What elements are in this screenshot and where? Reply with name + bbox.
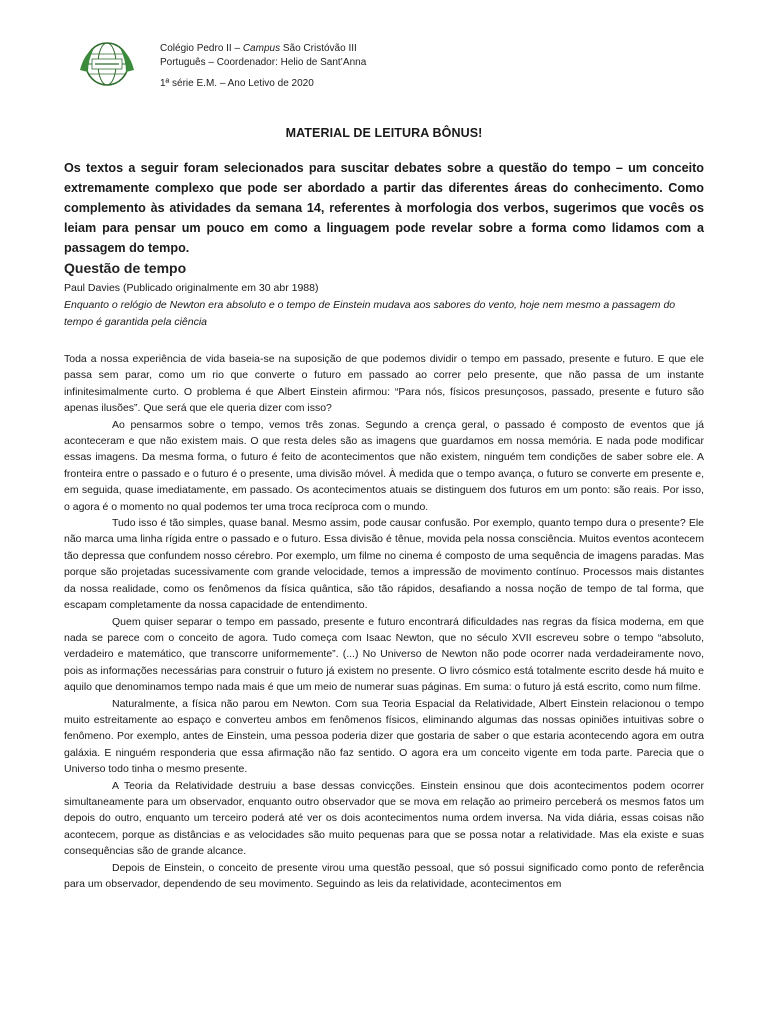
header-campus-name: São Cristóvão III bbox=[280, 43, 357, 54]
article bbox=[64, 260, 704, 892]
article-paragraph: Toda a nossa experiência de vida baseia-se na suposição de que podemos dividir o tempo em passado, presente e futuro. E que ele passa sem parar, como um rio que converte o futuro em passado ao correr pelo presente, que não passa de um instante infinitesimalmente curto. O problema é que Albert Einstein afirmou: “Para nós, físicos presunçosos, passado, presente e futuro são apenas ilusões”. Que será que ele queria dizer com isso? bbox=[64, 353, 704, 415]
article-paragraph: Depois de Einstein, o conceito de presente virou uma questão pessoal, que só possui significado como ponto de referência para um observador, dependendo de seu movimento. Seguindo as leis da relatividade, acontecimentos em bbox=[64, 861, 704, 890]
header-school-name: Colégio Pedro II – bbox=[160, 43, 243, 54]
school-header bbox=[64, 36, 664, 96]
school-seal-logo bbox=[76, 40, 138, 88]
article-title: Questão de tempo bbox=[64, 260, 187, 276]
article-paragraph: Quem quiser separar o tempo em passado, presente e futuro encontrará dificuldades nas regras da física moderna, em que nada se parece com o conceito de agora. Tudo começa com Isaac Newton, que no século XVII escreveu sobre o tempo “absoluto, verdadeiro e matemático, que transcorre uniformemente”. (...) No Universo de Newton não pode ocorrer nada verdadeiramente novo, pois as informações necessárias para construir o futuro já existem no presente. O livro cósmico está totalmente escrito desde há muito e aquilo que denominamos tempo nada mais é que um meio de numerar suas páginas. Em suma: o futuro já está escrito, como num filme. bbox=[64, 615, 704, 694]
intro-paragraph: Os textos a seguir foram selecionados para suscitar debates sobre a questão do tempo – um conceito extremamente complexo que pode ser abordado a partir das diferentes áreas do conhecimento. Como complemento às atividades da semana 14, referentes à morfologia dos verbos, sugerimos que vocês os leiam para pensar um pouco em como a linguagem pode revelar sobre a forma como lidamos com a passagem do tempo. bbox=[64, 161, 704, 255]
header-line-coordinator: Português – Coordenador: Helio de Sant’Anna bbox=[160, 56, 367, 68]
article-author: Paul Davies (Publicado originalmente em 30 abr 1988) bbox=[64, 282, 319, 294]
article-subtitle: Enquanto o relógio de Newton era absoluto e o tempo de Einstein mudava aos sabores do vento, hoje nem mesmo a passagem do tempo é garantida pela ciência bbox=[64, 299, 676, 328]
article-paragraph: Ao pensarmos sobre o tempo, vemos três zonas. Segundo a crença geral, o passado é composto de eventos que já aconteceram e que não existem mais. O que resta deles são as imagens que guardamos em nossa memória. E nada pode modificar essas imagens. Da mesma forma, o futuro é feito de acontecimentos que não existem, ninguém tem condições de saber sobre ele. A fronteira entre o passado e o futuro é o presente, uma divisão móvel. À medida que o tempo avança, o futuro se converte em presente e, em seguida, quase imediatamente, em passado. Os acontecimentos atuais se distinguem dos futuros em um ponto: são reais. Por isso, o agora é o momento no qual podemos ter uma troca recíproca com o mundo. bbox=[64, 418, 704, 513]
article-paragraph: A Teoria da Relatividade destruiu a base dessas convicções. Einstein ensinou que dois acontecimentos podem ocorrer simultaneamente para um observador, enquanto outro observador que se mova em relação ao primeiro perceberá os mesmos fatos um depois do outro, enquanto um terceiro poderá até ver os dois acontecimentos numa ordem inversa. Na vida diária, essas coisas não acontecem, porque as distâncias e as velocidades são muito pequenas para que se possa notar a relatividade. Mas ela existe e suas consequências são de grande alcance. bbox=[64, 779, 704, 858]
header-line-school bbox=[160, 42, 366, 56]
header-text bbox=[160, 42, 366, 91]
header-campus-word: Campus bbox=[242, 43, 281, 54]
document-title: MATERIAL DE LEITURA BÔNUS! bbox=[285, 126, 483, 140]
article-paragraph: Naturalmente, a física não parou em Newton. Com sua Teoria Espacial da Relatividade, Albert Einstein relacionou o tempo muito estreitamente ao espaço e converteu ambos em fenômenos físicos, eliminando algumas das nossas opiniões intuitivas sobre o fenômeno. Por exemplo, antes de Einstein, uma pessoa poderia dizer que gostaria de saber o que estaria acontecendo agora em outra galáxia. E ninguém responderia que essa afirmação não faz sentido. O agora era um conceito vigente em toda parte. Parecia que o Universo todo tinha o mesmo presente. bbox=[64, 697, 704, 776]
article-body bbox=[64, 351, 704, 892]
article-paragraph: Tudo isso é tão simples, quase banal. Mesmo assim, pode causar confusão. Por exemplo, quanto tempo dura o presente? Ele não marca uma linha rígida entre o passado e o futuro. Essa divisão é tênue, movida pela nossa consciência. Muitos eventos acontecem tão depressa que confundem nosso cérebro. Por exemplo, um filme no cinema é composto de uma sequência de imagens paradas. Mas porque são projetadas sucessivamente com grande velocidade, temos a impressão de movimento contínuo. Processos mais distantes da nossa realidade, como os fenômenos da física quântica, são tão rápidos, desafiando a nossa noção de tempo de tal forma, que escapam completamente da nossa capacidade de entendimento. bbox=[64, 517, 704, 612]
header-line-grade: 1ª série E.M. – Ano Letivo de 2020 bbox=[160, 78, 314, 89]
